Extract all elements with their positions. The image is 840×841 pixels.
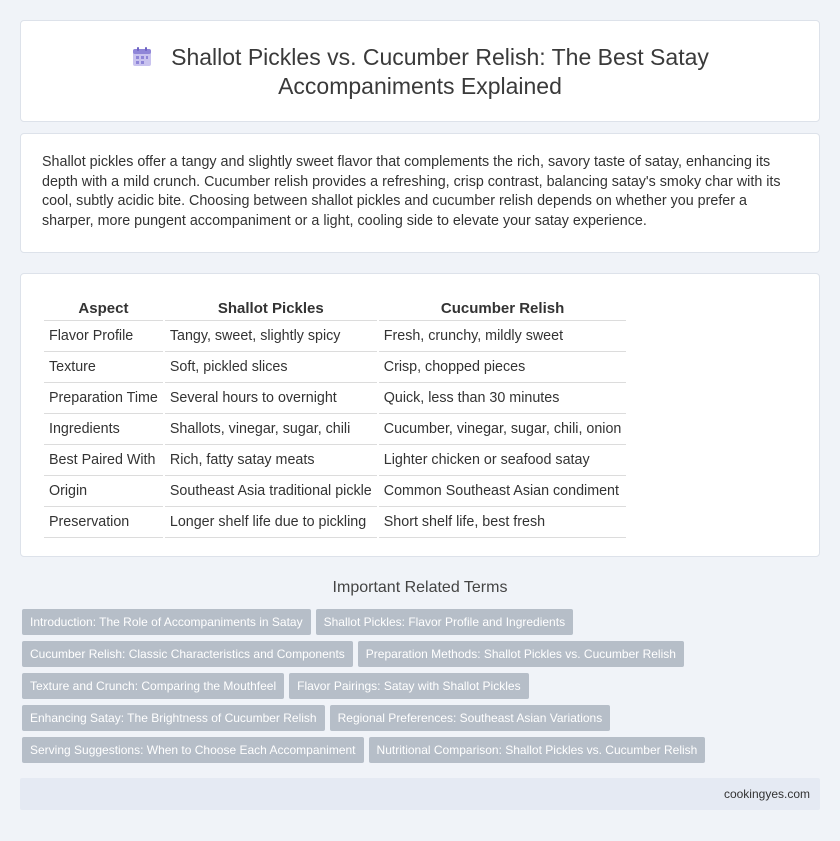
page-title	[21, 43, 819, 101]
table-row	[44, 352, 626, 383]
table-cell: Quick, less than 30 minutes	[379, 383, 627, 414]
column-header: Aspect	[44, 296, 163, 321]
related-term-tag[interactable]: Preparation Methods: Shallot Pickles vs. Cucumber Relish	[358, 641, 684, 667]
page-title-text: Shallot Pickles vs. Cucumber Relish: The Best Satay Accompaniments Explained	[171, 44, 709, 99]
table-header-row	[44, 296, 626, 321]
table-cell: Ingredients	[44, 414, 163, 445]
table-cell: Best Paired With	[44, 445, 163, 476]
intro-card	[20, 133, 820, 253]
related-terms-list	[22, 609, 822, 769]
related-term-tag[interactable]: Flavor Pairings: Satay with Shallot Pickles	[289, 673, 528, 699]
table-cell: Longer shelf life due to pickling	[165, 507, 377, 538]
tag-row	[22, 705, 822, 737]
table-cell: Origin	[44, 476, 163, 507]
related-term-tag[interactable]: Cucumber Relish: Classic Characteristics and Components	[22, 641, 353, 667]
related-term-tag[interactable]: Serving Suggestions: When to Choose Each Accompaniment	[22, 737, 364, 763]
table-cell: Flavor Profile	[44, 321, 163, 352]
related-term-tag[interactable]: Enhancing Satay: The Brightness of Cucumber Relish	[22, 705, 325, 731]
calendar-icon	[131, 46, 153, 68]
table-cell: Texture	[44, 352, 163, 383]
comparison-table	[42, 296, 628, 538]
table-cell: Fresh, crunchy, mildly sweet	[379, 321, 627, 352]
table-cell: Shallots, vinegar, sugar, chili	[165, 414, 377, 445]
related-term-tag[interactable]: Nutritional Comparison: Shallot Pickles vs. Cucumber Relish	[369, 737, 706, 763]
column-header: Cucumber Relish	[379, 296, 627, 321]
title-card	[20, 20, 820, 122]
table-cell: Crisp, chopped pieces	[379, 352, 627, 383]
intro-paragraph: Shallot pickles offer a tangy and slightly sweet flavor that complements the rich, savory taste of satay, enhancing its depth with a mild crunch. Cucumber relish provides a refreshing, crisp contrast, balancing satay's smoky char with its cool, subtly acidic bite. Choosing between shallot pickles and cucumber relish depends on whether you prefer a sharper, more pungent accompaniment or a light, cooling side to elevate your satay experience.	[42, 154, 781, 229]
tag-row	[22, 609, 822, 641]
tag-row	[22, 673, 822, 705]
column-header: Shallot Pickles	[165, 296, 377, 321]
comparison-card	[20, 273, 820, 557]
table-row	[44, 414, 626, 445]
footer-bar	[20, 778, 820, 810]
footer-site-link[interactable]: cookingyes.com	[723, 787, 810, 801]
table-row	[44, 445, 626, 476]
related-term-tag[interactable]: Introduction: The Role of Accompaniments in Satay	[22, 609, 311, 635]
table-cell: Soft, pickled slices	[165, 352, 377, 383]
related-terms-title: Important Related Terms	[332, 579, 508, 596]
tag-row	[22, 641, 822, 673]
tag-row	[22, 737, 822, 769]
table-row	[44, 476, 626, 507]
table-cell: Tangy, sweet, slightly spicy	[165, 321, 377, 352]
table-cell: Southeast Asia traditional pickle	[165, 476, 377, 507]
table-row	[44, 507, 626, 538]
table-cell: Common Southeast Asian condiment	[379, 476, 627, 507]
related-term-tag[interactable]: Regional Preferences: Southeast Asian Variations	[330, 705, 611, 731]
table-row	[44, 321, 626, 352]
table-cell: Cucumber, vinegar, sugar, chili, onion	[379, 414, 627, 445]
table-cell: Preparation Time	[44, 383, 163, 414]
table-cell: Short shelf life, best fresh	[379, 507, 627, 538]
related-term-tag[interactable]: Shallot Pickles: Flavor Profile and Ingredients	[316, 609, 573, 635]
table-cell: Several hours to overnight	[165, 383, 377, 414]
table-cell: Rich, fatty satay meats	[165, 445, 377, 476]
table-cell: Lighter chicken or seafood satay	[379, 445, 627, 476]
related-term-tag[interactable]: Texture and Crunch: Comparing the Mouthfeel	[22, 673, 284, 699]
table-row	[44, 383, 626, 414]
table-cell: Preservation	[44, 507, 163, 538]
